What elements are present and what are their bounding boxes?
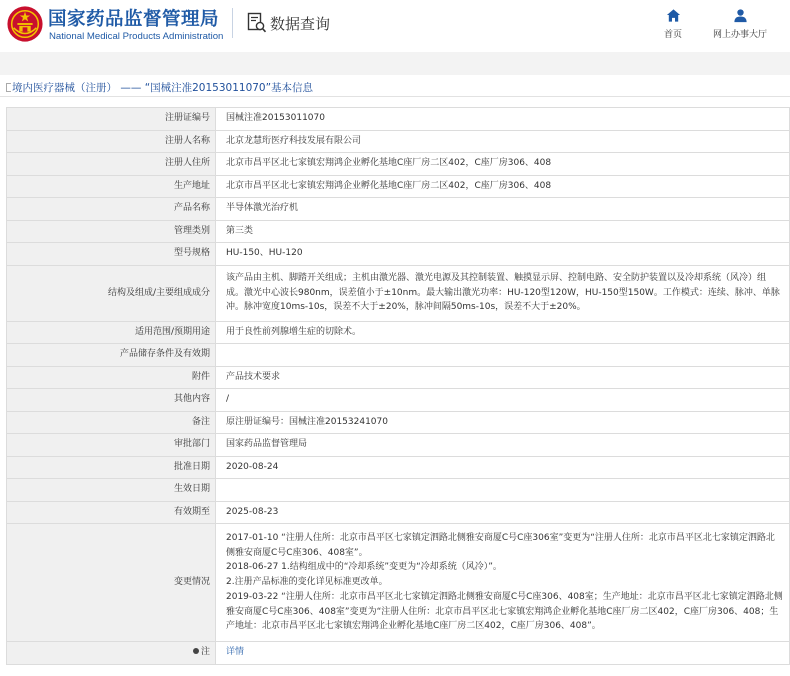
breadcrumb-separator: —— <box>120 82 142 94</box>
record-row <box>7 130 790 153</box>
record-row <box>7 175 790 198</box>
record-row <box>7 108 790 131</box>
change-history-line: 2019-03-22 “注册人住所：北京市昌平区北七家镇定泗路北侧雅安商厦C号C座306、408室；生产地址：北京市昌平区北七家镇定泗路北侧雅安商厦C号C座306、408室”变更为“注册人住所：北京市昌平区北七家镇宏翔鸿企业孵化基地C座厂房二区402，C座厂房306、408；生产地址：北京市昌平区北七家镇宏翔鸿企业孵化基地C座厂房二区402，C座厂房306、408”。 <box>226 591 783 632</box>
field-value: 2025-08-23 <box>216 501 790 524</box>
field-value: 第三类 <box>216 220 790 243</box>
change-history-line: 2018-06-27 1.结构组成中的“冷却系统”变更为“冷却系统（风冷）”。 <box>226 562 502 573</box>
record-row <box>7 366 790 389</box>
field-label: 有效期至 <box>7 501 216 524</box>
field-value: 用于良性前列腺增生症的切除术。 <box>216 321 790 344</box>
breadcrumb-category-link[interactable]: 境内医疗器械（注册） <box>12 82 117 94</box>
record-row <box>7 434 790 457</box>
field-value: 该产品由主机、脚踏开关组成；主机由激光器、激光电源及其控制装置、触摸显示屏、控制电路、安全防护装置以及冷却系统（风冷）组成。激光中心波长980nm，误差值小于±10nm。最大输出激光功率：HU-120型120W，HU-150型150W。工作模式：连续、脉冲、单脉冲。脉冲宽度10ms-10s，误差不大于±20%，脉冲间隔50ms-10s，误差不大于±20%。 <box>216 265 790 321</box>
record-row <box>7 220 790 243</box>
field-value: 2020-08-24 <box>216 456 790 479</box>
nav-home-button[interactable] <box>660 8 686 40</box>
note-row <box>7 642 790 665</box>
nav-online-office-button[interactable] <box>710 8 770 40</box>
note-icon <box>193 648 199 654</box>
field-label: 生产地址 <box>7 175 216 198</box>
record-row <box>7 243 790 266</box>
org-name-cn: 国家药品监督管理局 <box>48 9 220 30</box>
field-label: 型号规格 <box>7 243 216 266</box>
record-row <box>7 389 790 412</box>
field-value <box>216 479 790 502</box>
field-value: 国械注准20153011070 <box>216 108 790 131</box>
field-value: 半导体激光治疗机 <box>216 198 790 221</box>
change-history-row <box>7 524 790 642</box>
note-value-cell <box>216 642 790 665</box>
field-label: 生效日期 <box>7 479 216 502</box>
field-label: 批准日期 <box>7 456 216 479</box>
field-value: HU-150、HU-120 <box>216 243 790 266</box>
field-value: 国家药品监督管理局 <box>216 434 790 457</box>
field-value <box>216 344 790 367</box>
field-label: 变更情况 <box>7 524 216 642</box>
national-emblem-logo <box>6 5 44 43</box>
person-icon <box>733 8 748 23</box>
record-row <box>7 198 790 221</box>
record-row <box>7 344 790 367</box>
query-title-text: 数据查询 <box>270 14 331 33</box>
field-value: / <box>216 389 790 412</box>
site-header <box>0 0 790 52</box>
field-label: 产品储存条件及有效期 <box>7 344 216 367</box>
change-history-line: 2017-01-10 “注册人住所：北京市昌平区七家镇定泗路北侧雅安商厦C号C座306室”变更为“注册人住所：北京市昌平区北七家镇定泗路北侧雅安商厦C号C座306、408室”。 <box>226 532 775 558</box>
breadcrumb-text <box>6 80 313 95</box>
bracket-icon <box>6 83 11 92</box>
record-row <box>7 456 790 479</box>
note-label: 注 <box>200 647 210 658</box>
field-label: 附件 <box>7 366 216 389</box>
field-label: 其他内容 <box>7 389 216 412</box>
org-name-en: National Medical Products Administration <box>49 31 224 42</box>
record-row <box>7 153 790 176</box>
change-history-line: 2.注册产品标准的变化详见标准更改单。 <box>226 577 388 588</box>
breadcrumb <box>0 75 790 97</box>
field-value: 北京市昌平区北七家镇宏翔鸿企业孵化基地C座厂房二区402，C座厂房306、408 <box>216 153 790 176</box>
field-label: 备注 <box>7 411 216 434</box>
record-row <box>7 411 790 434</box>
data-query-title <box>247 12 330 34</box>
field-label: 结构及组成/主要组成成分 <box>7 265 216 321</box>
field-label: 注册人住所 <box>7 153 216 176</box>
home-icon <box>666 8 681 23</box>
nav-home-label: 首页 <box>663 30 682 40</box>
header-gap <box>0 52 790 75</box>
field-value: 原注册证编号：国械注准20153241070 <box>216 411 790 434</box>
field-value: 北京龙慧珩医疗科技发展有限公司 <box>216 130 790 153</box>
field-label: 管理类别 <box>7 220 216 243</box>
record-row <box>7 501 790 524</box>
field-value: 产品技术要求 <box>216 366 790 389</box>
change-history-value <box>216 524 790 642</box>
breadcrumb-record-title: “国械注准20153011070”基本信息 <box>144 82 314 94</box>
field-label: 审批部门 <box>7 434 216 457</box>
record-detail-table <box>6 107 790 665</box>
nav-office-label: 网上办事大厅 <box>712 30 767 40</box>
record-row <box>7 265 790 321</box>
record-table-container <box>6 107 790 665</box>
field-label: 产品名称 <box>7 198 216 221</box>
field-label: 注册人名称 <box>7 130 216 153</box>
field-label: 注册证编号 <box>7 108 216 131</box>
search-document-icon <box>247 12 267 34</box>
note-label-cell <box>7 642 216 665</box>
details-link[interactable]: 详情 <box>226 647 245 658</box>
record-row <box>7 321 790 344</box>
record-row <box>7 479 790 502</box>
field-value: 北京市昌平区北七家镇宏翔鸿企业孵化基地C座厂房二区402，C座厂房306、408 <box>216 175 790 198</box>
field-label: 适用范围/预期用途 <box>7 321 216 344</box>
header-divider <box>232 8 233 38</box>
